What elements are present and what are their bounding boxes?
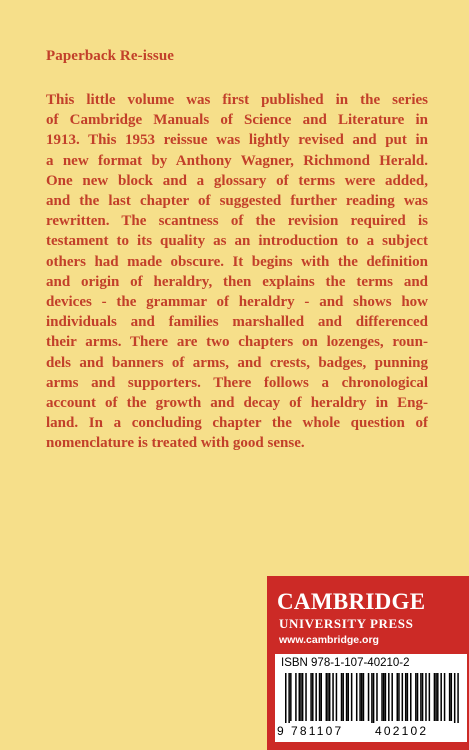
blurb-text bbox=[46, 90, 428, 454]
blurb-line: others had made obscure. It begins with the definition bbox=[46, 253, 428, 270]
blurb-line: land. In a concluding chapter the whole question of bbox=[46, 415, 428, 432]
blurb-line: 1913. This 1953 reissue was lightly revised and put in bbox=[46, 132, 428, 149]
blurb-line: a new format by Anthony Wagner, Richmond Herald. bbox=[46, 152, 428, 169]
blurb-line: and the last chapter of suggested further reading was bbox=[46, 193, 428, 210]
blurb-line: their arms. There are two chapters on lozenges, roun- bbox=[46, 334, 428, 351]
publisher-panel bbox=[267, 576, 469, 750]
blurb-line: rewritten. The scantness of the revision required is bbox=[46, 213, 428, 230]
blurb-line: individuals and families marshalled and differenced bbox=[46, 314, 428, 331]
isbn-label: ISBN 978-1-107-40210-2 bbox=[281, 657, 410, 669]
blurb-line: dels and banners of arms, and crests, badges, punning bbox=[46, 354, 428, 371]
blurb-line: One new block and a glossary of terms were added, bbox=[46, 172, 428, 189]
publisher-url: www.cambridge.org bbox=[279, 634, 379, 646]
barcode-digit-lead: 9 bbox=[277, 724, 284, 738]
barcode-digits-left: 781107 bbox=[291, 724, 344, 738]
blurb-line: testament to its quality as an introduction to a subject bbox=[46, 233, 428, 250]
blurb-line: of Cambridge Manuals of Science and Literature in bbox=[46, 112, 428, 129]
barcode-digits-right: 402102 bbox=[375, 724, 429, 738]
blurb-line: nomenclature is treated with good sense. bbox=[46, 435, 305, 452]
reissue-label: Paperback Re-issue bbox=[46, 48, 175, 64]
barcode-box bbox=[275, 654, 467, 742]
blurb-line: and origin of heraldry, then explains the terms and bbox=[46, 273, 428, 290]
barcode-icon bbox=[285, 673, 459, 723]
blurb-line: account of the growth and decay of heraldry in Eng- bbox=[46, 395, 428, 412]
blurb-line: devices - the grammar of heraldry - and shows how bbox=[46, 294, 428, 311]
blurb-line: arms and supporters. There follows a chronological bbox=[46, 374, 428, 391]
publisher-name: CAMBRIDGE bbox=[277, 589, 426, 614]
blurb-line: This little volume was first published in the series bbox=[46, 92, 428, 108]
publisher-subtitle: UNIVERSITY PRESS bbox=[279, 616, 414, 631]
